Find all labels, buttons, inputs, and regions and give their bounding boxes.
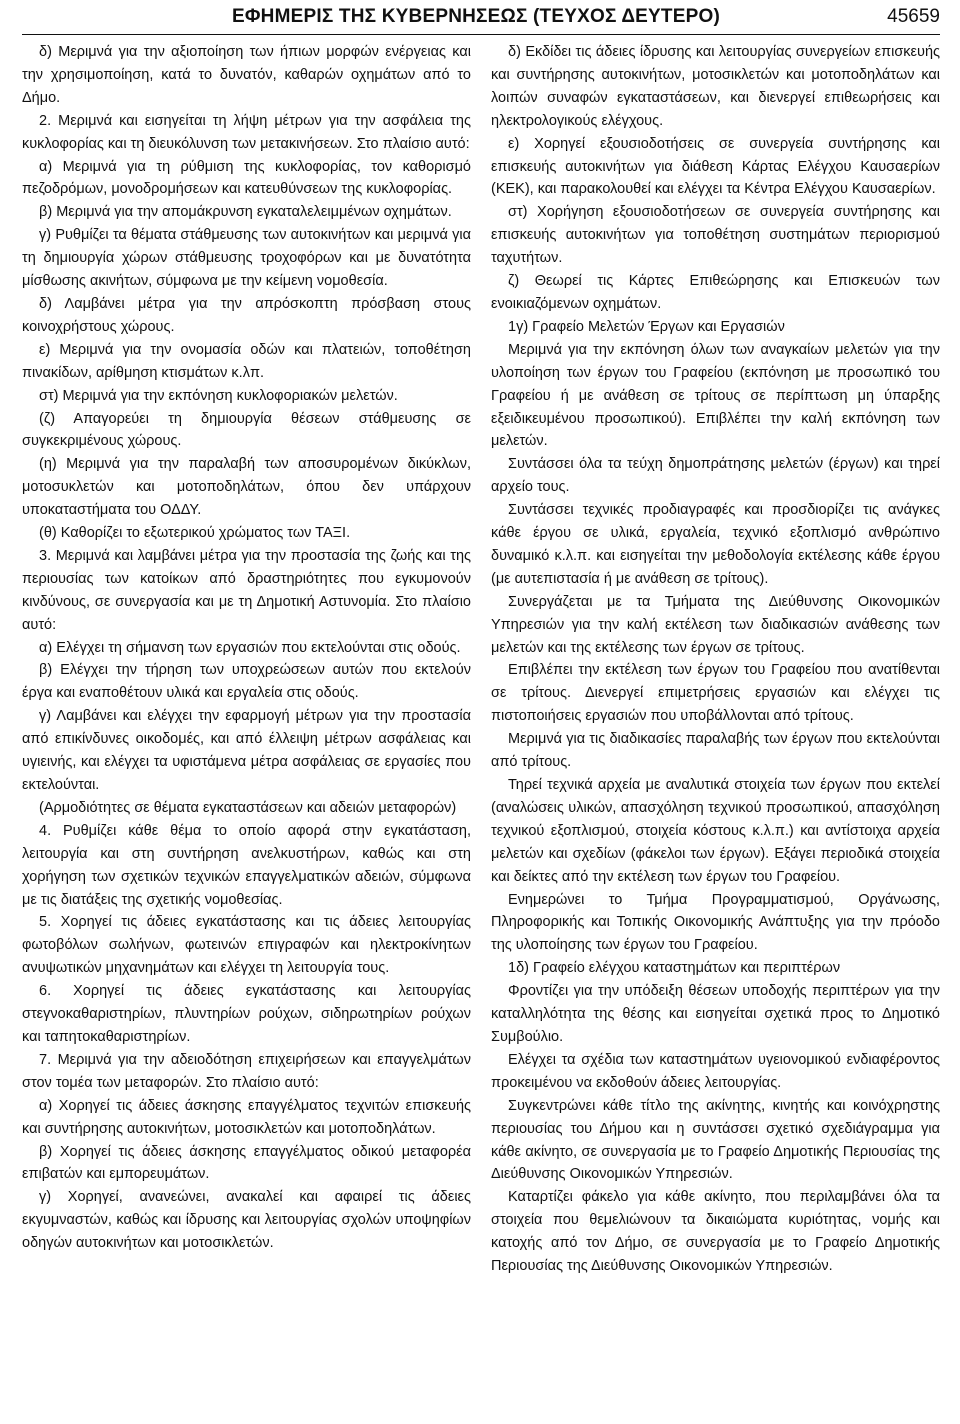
paragraph: Ενημερώνει το Τμήμα Προγραμματισμού, Οργάνωσης, Πληροφορικής και Τοπικής Οικονομικής Ανάπτυξης για την πρόοδο της υλοποίησης των έργων του Γραφείου.	[491, 891, 940, 954]
paragraph: στ) Χορήγηση εξουσιοδοτήσεων σε συνεργεία συντήρησης και επισκευής αυτοκινήτων για τοποθέτηση συστημάτων περιορισμού ταχυτήτων.	[491, 204, 940, 267]
page-number: 45659	[887, 6, 940, 27]
paragraph: Επιβλέπει την εκτέλεση των έργων του Γραφείου που ανατίθενται σε τρίτους. Διενεργεί επιμετρήσεις εργασιών και ελέγχει τις πιστοποιήσεις εργασιών που υποβάλλονται από τρίτους.	[491, 662, 940, 725]
paragraph: στ) Μεριμνά για την εκπόνηση κυκλοφοριακών μελετών.	[39, 387, 398, 404]
paragraph: α) Μεριμνά για τη ρύθμιση της κυκλοφορίας, τον καθορισμό πεζοδρόμων, μονοδρομήσεων και κατευθύνσεων της κυκλοφορίας.	[22, 158, 471, 198]
paragraph: Μεριμνά για τις διαδικασίες παραλαβής των έργων που εκτελούνται από τρίτους.	[491, 731, 940, 771]
paragraph: γ) Χορηγεί, ανανεώνει, ανακαλεί και αφαιρεί τις άδειες εκγυμναστών, καθώς και ίδρυσης και λειτουργίας σχολών υποψηφίων οδηγών αυτοκινήτων και μοτοσικλετών.	[22, 1189, 471, 1252]
paragraph: Τηρεί τεχνικά αρχεία με αναλυτικά στοιχεία των έργων που εκτελεί (αναλώσεις υλικών, απασχόληση τεχνικού προσωπικού, απασχόληση τεχνικού εξοπλισμού, στοιχεία κόστους κ.λ.π.) και αντίστοιχα αρχεία μελετών και σχεδίων (φάκελοι των έργων). Εξάγει περιοδικά στοιχεία και δείκτες από την εκτέλεση των έργων του Γραφείου.	[491, 777, 940, 885]
paragraph: β) Ελέγχει την τήρηση των υποχρεώσεων αυτών που εκτελούν έργα και εναποθέτουν υλικά και εργαλεία στις οδούς.	[22, 662, 471, 702]
paragraph: α) Χορηγεί τις άδειες άσκησης επαγγέλματος τεχνιτών επισκευής και συντήρησης αυτοκινήτων, μοτοσικλετών και μοτοποδηλάτων.	[22, 1097, 471, 1137]
paragraph: Καταρτίζει φάκελο για κάθε ακίνητο, που περιλαμβάνει όλα τα στοιχεία που θεμελιώνουν τα δικαιώματα κυριότητας, νομής και κατοχής από τον Δήμο, σε συνεργασία με το Γραφείο Δημοτικής Περιουσίας της Διεύθυνσης Οικονομικών Υπηρεσιών.	[491, 1189, 940, 1275]
document-body	[22, 41, 940, 1418]
paragraph: δ) Μεριμνά για την αξιοποίηση των ήπιων μορφών ενέργειας και την χρησιμοποίηση, κατά το δυνατόν, καθαρών οχημάτων από το Δήμο.	[22, 44, 471, 106]
paragraph: 3. Μεριμνά και λαμβάνει μέτρα για την προστασία της ζωής και της περιουσίας των κατοίκων από δραστηριότητες που εγκυμονούν κινδύνους, σε συνεργασία και με τη Δημοτική Αστυνομία. Στο πλαίσιο αυτό:	[22, 547, 471, 633]
paragraph: γ) Λαμβάνει και ελέγχει την εφαρμογή μέτρων για την προστασία από επικίνδυνες οικοδομές, και από έλλειψη μέτρων ασφάλειας και υγιεινής, και ελέγχει τα υφιστάμενα μέτρα ασφάλειας σε εργασίες που εκτελούνται.	[22, 708, 471, 793]
paragraph: 2. Μεριμνά και εισηγείται τη λήψη μέτρων για την ασφάλεια της κυκλοφορίας και τη διευκόλυνση των μετακινήσεων. Στο πλαίσιο αυτό:	[22, 112, 471, 152]
paragraph: γ) Ρυθμίζει τα θέματα στάθμευσης των αυτοκινήτων και μεριμνά για τη δημιουργία χώρων στάθμευσης τροχοφόρων και με δυνατότητα μίσθωσης ακινήτων, σύμφωνα με την κείμενη νομοθεσία.	[22, 227, 471, 290]
paragraph: β) Μεριμνά για την απομάκρυνση εγκαταλελειμμένων οχημάτων.	[39, 204, 452, 221]
paragraph: β) Χορηγεί τις άδειες άσκησης επαγγέλματος οδικού μεταφορέα επιβατών και εμπορευμάτων.	[22, 1143, 471, 1183]
paragraph: Συντάσσει τεχνικές προδιαγραφές και προσδιορίζει τις ανάγκες κάθε έργου σε υλικά, εργαλεία, τεχνικό εξοπλισμό ανθρώπινο δυναμικό κ.λ.π. και εισηγείται την μεθοδολογία εκτέλεσης κάθε έργου (με αυτεπιστασία ή με ανάθεση σε τρίτους).	[491, 502, 940, 587]
page-header	[22, 4, 940, 35]
gazette-title: ΕΦΗΜΕΡΙΣ ΤΗΣ ΚΥΒΕΡΝΗΣΕΩΣ (ΤΕΥΧΟΣ ΔΕΥΤΕΡΟ)	[232, 6, 720, 27]
left-column	[22, 41, 471, 1418]
paragraph: 6. Χορηγεί τις άδειες εγκατάστασης και λειτουργίας στεγνοκαθαριστηρίων, πλυντηρίων ρούχων, σιδηρωτηρίων ρούχων και ταπητοκαθαριστηρίων.	[22, 983, 471, 1045]
paragraph: Συντάσσει όλα τα τεύχη δημοπράτησης μελετών (έργων) και τηρεί αρχείο τους.	[491, 456, 940, 496]
paragraph: ζ) Θεωρεί τις Κάρτες Επιθεώρησης και Επισκευών των ενοικιαζόμενων οχημάτων.	[491, 273, 940, 312]
paragraph: 1γ) Γραφείο Μελετών Έργων και Εργασιών	[508, 318, 785, 335]
paragraph: Ελέγχει τα σχέδια των καταστημάτων υγειονομικού ενδιαφέροντος προκειμένου να εκδοθούν άδειες λειτουργίας.	[491, 1051, 940, 1091]
paragraph: (θ) Καθορίζει το εξωτερικού χρώματος των ΤΑΞΙ.	[39, 525, 351, 542]
paragraph: 1δ) Γραφείο ελέγχου καταστημάτων και περιπτέρων	[508, 960, 841, 977]
paragraph: Συγκεντρώνει κάθε τίτλο της ακίνητης, κινητής και κοινόχρηστης περιουσίας του Δήμου και η συντάσσει σχετικό σχεδιάγραμμα για κάθε ακίνητο, σε συνεργασία με το Γραφείο Δημοτικής Περιουσίας της Διεύθυνσης Οικονομικών Υπηρεσιών.	[491, 1097, 940, 1183]
right-column	[491, 41, 940, 1418]
paragraph: Συνεργάζεται με τα Τμήματα της Διεύθυνσης Οικονομικών Υπηρεσιών για την καλή εκτέλεση των διαδικασιών ανάθεσης των μελετών και της εκτέλεσης των έργων σε τρίτους.	[491, 593, 940, 656]
paragraph: 5. Χορηγεί τις άδειες εγκατάστασης και τις άδειες λειτουργίας φωτοβόλων σωλήνων, φωτεινών επιγραφών και ηλεκτροκίνητων ανυψωτικών μηχανημάτων και ελέγχει τη λειτουργία τους.	[22, 914, 471, 977]
paragraph: 7. Μεριμνά για την αδειοδότηση επιχειρήσεων και επαγγελμάτων στον τομέα των μεταφορών. Στο πλαίσιο αυτό:	[22, 1051, 471, 1091]
paragraph: (η) Μεριμνά για την παραλαβή των αποσυρομένων δικύκλων, μοτοσυκλετών και μοτοποδηλάτων, όπου δεν υπάρχουν υποκαταστήματα του ΟΔΔΥ.	[22, 456, 471, 519]
paragraph: 4. Ρυθμίζει κάθε θέμα το οποίο αφορά στην εγκατάσταση, λειτουργία και στη συντήρηση ανελκυστήρων, καθώς και στη χορήγηση των σχετικών τεχνικών επαγγελματικών αδειών, σύμφωνα με τις διατάξεις της σχετικής νομοθεσίας.	[22, 822, 471, 908]
paragraph: Φροντίζει για την υπόδειξη θέσεων υποδοχής περιπτέρων για την καταλληλότητα της θέσης και εισηγείται σχετικά προς το Δημοτικό Συμβούλιο.	[491, 983, 940, 1045]
paragraph: δ) Λαμβάνει μέτρα για την απρόσκοπτη πρόσβαση στους κοινοχρήστους χώρους.	[22, 295, 471, 335]
paragraph: δ) Εκδίδει τις άδειες ίδρυσης και λειτουργίας συνεργείων επισκευής και συντήρησης αυτοκινήτων, μοτοσικλετών και μοτοποδηλάτων και λοιπών συναφών εγκαταστάσεων, και διενεργεί επιθεωρήσεις και ηλεκτρολογικούς ελέγχους.	[491, 44, 940, 129]
paragraph: α) Ελέγχει τη σήμανση των εργασιών που εκτελούνται στις οδούς.	[39, 639, 461, 656]
paragraph: (Αρμοδιότητες σε θέματα εγκαταστάσεων και αδειών μεταφορών)	[39, 799, 457, 816]
paragraph: Μεριμνά για την εκπόνηση όλων των αναγκαίων μελετών για την υλοποίηση των έργων του Γραφείου (εκπόνηση με προσωπικό του Γραφείου ή με ανάθεση σε τρίτους σε περίπτωση μη ύπαρξης εξειδικευμένου προσωπικού). Επιβλέπει την καλή εκπόνηση των μελετών.	[491, 341, 940, 450]
paragraph: (ζ) Απαγορεύει τη δημιουργία θέσεων στάθμευσης σε συγκεκριμένους χώρους.	[22, 410, 471, 450]
paragraph: ε) Χορηγεί εξουσιοδοτήσεις σε συνεργεία συντήρησης και επισκευής αυτοκινήτων για διάθεση Κάρτας Ελέγχου Καυσαερίων (ΚΕΚ), και παρακολουθεί και ελέγχει τα Κέντρα Ελέγχου Καυσαερίων.	[491, 135, 940, 198]
paragraph: ε) Μεριμνά για την ονομασία οδών και πλατειών, τοποθέτηση πινακίδων, αρίθμηση κτισμάτων κ.λπ.	[22, 341, 471, 381]
